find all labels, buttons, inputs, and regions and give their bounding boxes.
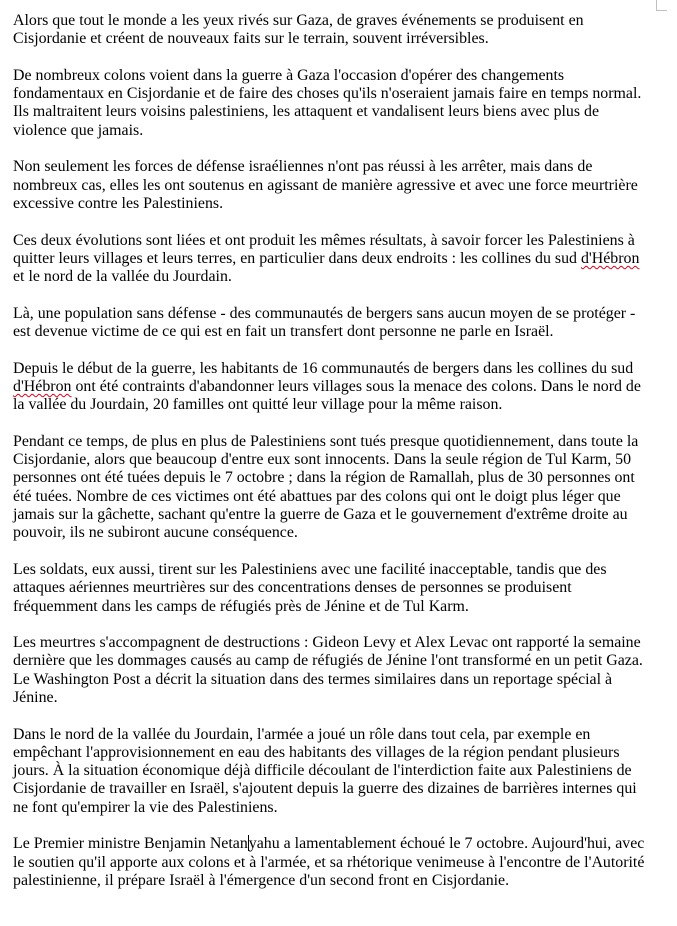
paragraph-10: Dans le nord de la vallée du Jourdain, l'armée a joué un rôle dans tout cela, par exemple en empêchant l'approvisionnement en eau des habitants des villages de la région pendant plusieurs jours. À la situation économique déjà difficile découlant de l'interdiction faite aux Palestiniens de Cisjordanie de travailler en Israël, s'ajoutent depuis la guerre des dizaines de barrières internes qui ne font qu'empirer la vie des Palestiniens. — [13, 725, 637, 816]
paragraph-2: De nombreux colons voient dans la guerre à Gaza l'occasion d'opérer des changements fondamentaux en Cisjordanie et de faire des choses qu'ils n'oseraient jamais faire en temps normal. Ils maltraitent leurs voisins palestiniens, les attaquent et vandalisent leurs biens avec plus de violence que jamais. — [13, 66, 642, 139]
paragraph-11-text-start: Le Premier ministre Benjamin Netan — [13, 835, 248, 853]
paragraph-4 — [13, 232, 653, 287]
paragraph-11-text-end: yahu a lamentablement échoué le 7 octobre. Aujourd'hui, avec le soutien qu'il apporte aux colons et à l'armée, et sa rhétorique venimeuse à l'encontre de l'Autorité palestinienne, il prépare Israël à l'émergence d'un second front en Cisjordanie. — [13, 835, 645, 889]
paragraph-6-text-end: ont été contraints d'abandonner leurs villages sous la menace des colons. Dans le nord de la vallée du Jourdain, 20 familles ont quitté leur village pour la même raison. — [13, 377, 641, 414]
paragraph-6-text-start: Depuis le début de la guerre, les habitants de 16 communautés de bergers dans les collines du sud — [13, 359, 634, 377]
paragraph-8: Les soldats, eux aussi, tirent sur les Palestiniens avec une facilité inacceptable, tandis que des attaques aériennes meurtrières sur des concentrations denses de personnes se produisent fréquemment dans les camps de réfugiés près de Jénine et de Tul Karm. — [13, 560, 607, 615]
page-corner-marker — [656, 0, 667, 11]
paragraph-7: Pendant ce temps, de plus en plus de Palestiniens sont tués presque quotidiennement, dans toute la Cisjordanie, alors que beaucoup d'entre eux sont innocents. Dans la seule région de Tul Karm, 50 personnes ont été tuées depuis le 7 octobre ; dans la région de Ramallah, plus de 30 personnes ont été tuées. Nombre de ces victimes ont été abattues par des colons qui ont le doigt plus léger que jamais sur la gâchette, sachant qu'entre la guerre de Gaza et le gouvernement d'extrême droite au pouvoir, ils ne subiront aucune conséquence. — [13, 432, 639, 542]
paragraph-5: Là, une population sans défense - des communautés de bergers sans aucun moyen de se protéger - est devenue victime de ce qui est en fait un transfert dont personne ne parle en Israël. — [13, 304, 636, 341]
paragraph-6 — [13, 360, 653, 415]
paragraph-9: Les meurtres s'accompagnent de destructions : Gideon Levy et Alex Levac ont rapporté la semaine dernière que les dommages causés au camp de réfugiés de Jénine l'ont transformé en un petit Gaza. Le Washington Post a décrit la situation dans des termes similaires dans un reportage spécial à Jénine. — [13, 634, 643, 706]
paragraph-3: Non seulement les forces de défense israéliennes n'ont pas réussi à les arrêter, mais dans de nombreux cas, elles les ont soutenus en agissant de manière agressive et avec une force meurtrière excessive contre les Palestiniens. — [13, 158, 638, 212]
paragraph-11 — [13, 835, 653, 890]
paragraph-1: Alors que tout le monde a les yeux rivés sur Gaza, de graves événements se produisent en Cisjordanie et créent de nouveaux faits sur le terrain, souvent irréversibles. — [13, 12, 584, 48]
paragraph-4-text-end: et le nord de la vallée du Jourdain. — [13, 268, 232, 286]
spellcheck-flagged-word[interactable]: d'Hébron — [13, 377, 72, 395]
paragraph-4-text-start: Ces deux évolutions sont liées et ont produit les mêmes résultats, à savoir forcer les Palestiniens à quitter leurs villages et leurs terres, en particulier dans deux endroits : les collines du sud — [13, 231, 635, 267]
document-page[interactable] — [13, 12, 653, 909]
spellcheck-flagged-word[interactable]: d'Hébron — [580, 249, 640, 267]
